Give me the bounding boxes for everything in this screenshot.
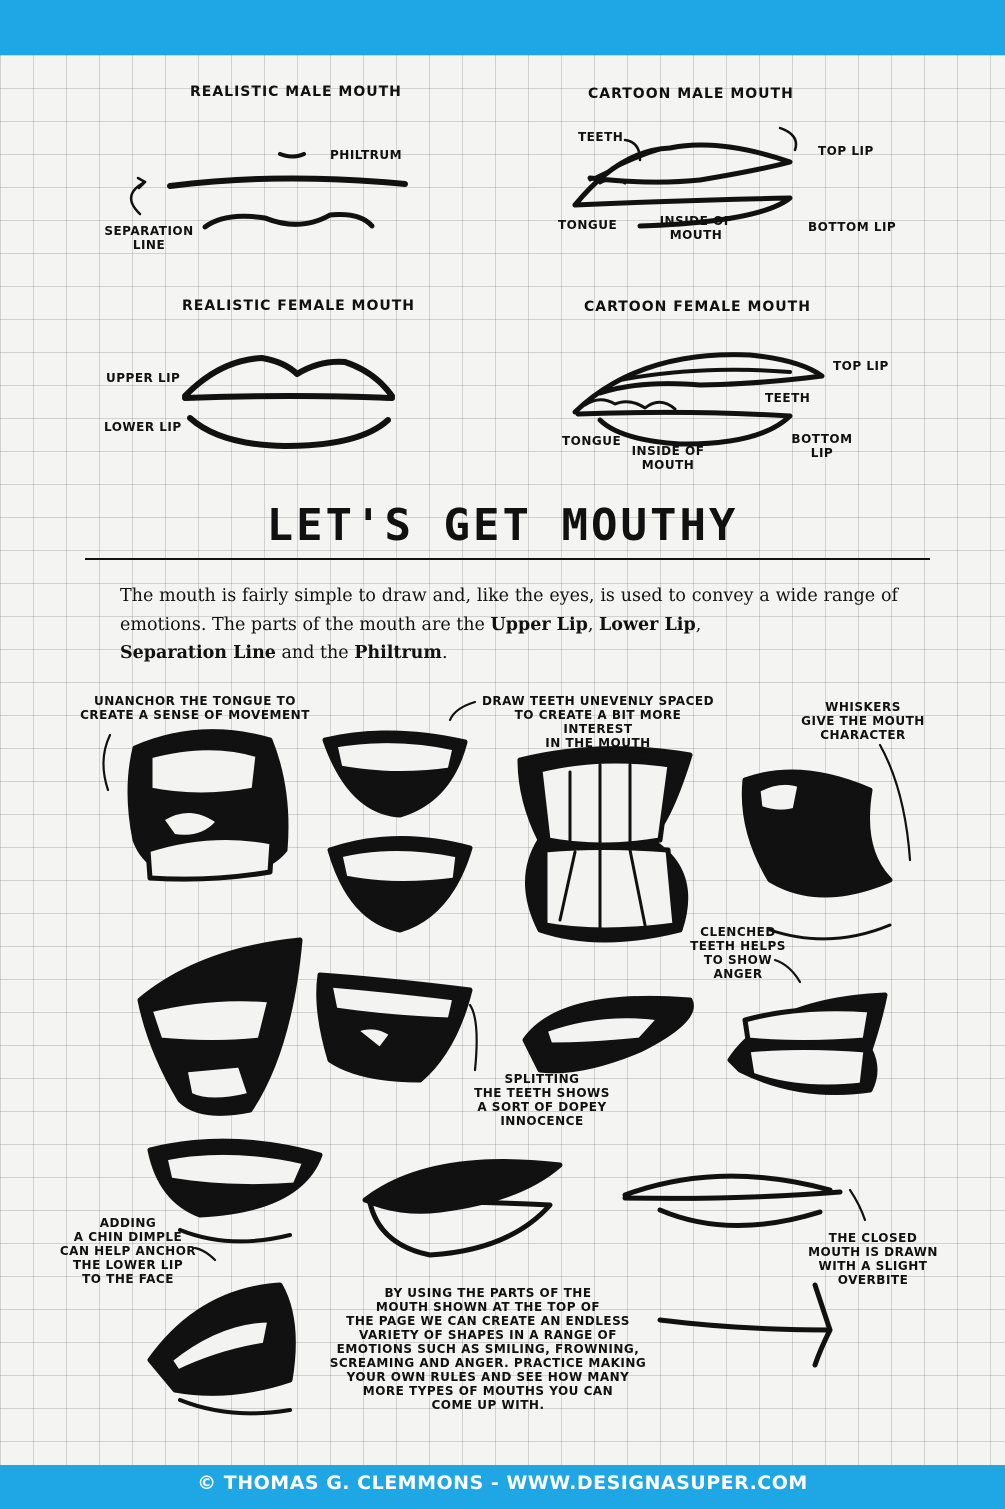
label-inside-mouth-cartoon-male: INSIDE OF MOUTH (659, 214, 733, 242)
title-divider (85, 558, 930, 560)
closed-mouth-drawing (625, 1176, 840, 1225)
frown-line-drawing (660, 1285, 830, 1365)
term-upper-lip: Upper Lip (490, 614, 588, 635)
label-upper-lip: UPPER LIP (106, 371, 181, 385)
label-top-lip-cartoon-male: TOP LIP (818, 144, 874, 158)
page-title: LET'S GET MOUTHY (266, 500, 739, 551)
whisker-mouth-drawing (744, 772, 890, 939)
term-separation-line: Separation Line (120, 643, 276, 663)
realistic-female-mouth-drawing (185, 358, 392, 446)
tip-closed-mouth: THE CLOSED MOUTH IS DRAWN WITH A SLIGHT OVERBITE (808, 1231, 938, 1287)
label-inside-mouth-cartoon-female: INSIDE OF MOUTH (631, 444, 705, 472)
heading-cartoon-female-mouth: CARTOON FEMALE MOUTH (584, 299, 811, 315)
smirk-mouth-drawing (140, 940, 300, 1113)
heading-realistic-male-mouth: REALISTIC MALE MOUTH (190, 84, 402, 100)
pout-mouth-drawing (365, 1162, 560, 1255)
intro-paragraph (120, 582, 898, 668)
clenched-mouth-drawing (730, 995, 885, 1093)
grinning-teeth-drawing (520, 749, 690, 940)
label-separation-line: SEPARATION LINE (104, 224, 194, 252)
label-tongue-cartoon-male: TONGUE (558, 218, 618, 232)
label-teeth-cartoon-male: TEETH (578, 130, 624, 144)
dopey-mouth-drawing (319, 975, 470, 1080)
tip-splitting-teeth: SPLITTING THE TEETH SHOWS A SORT OF DOPEY INNOCENCE (474, 1072, 610, 1128)
separator: , (695, 614, 702, 635)
open-shout-mouth-drawing (150, 1285, 293, 1413)
label-bottom-lip-cartoon-female: BOTTOM LIP (791, 432, 853, 460)
label-lower-lip: LOWER LIP (104, 420, 182, 434)
realistic-male-mouth-drawing (131, 154, 405, 227)
label-bottom-lip-cartoon-male: BOTTOM LIP (808, 220, 897, 234)
tip-uneven-teeth: DRAW TEETH UNEVENLY SPACED TO CREATE A BIT MORE INTEREST IN THE MOUTH (481, 694, 715, 750)
separator: , (587, 614, 599, 635)
screaming-mouth-drawing (130, 732, 286, 879)
laughing-mouth-drawing (325, 733, 470, 930)
term-lower-lip: Lower Lip (599, 614, 696, 635)
label-top-lip-cartoon-female: TOP LIP (833, 359, 889, 373)
separator: and the (275, 643, 355, 663)
label-teeth-cartoon-female: TEETH (765, 391, 811, 405)
period: . (441, 643, 448, 663)
label-philtrum: PHILTRUM (330, 148, 403, 162)
footer-credit: © THOMAS G. CLEMMONS - WWW.DESIGNASUPER.COM (197, 1472, 808, 1494)
splitting-teeth-mouth-drawing (525, 998, 691, 1071)
tip-chin-dimple: ADDING A CHIN DIMPLE CAN HELP ANCHOR THE LOWER LIP TO THE FACE (59, 1216, 197, 1286)
tip-unanchor-tongue: UNANCHOR THE TONGUE TO CREATE A SENSE OF MOVEMENT (80, 694, 310, 722)
tip-summary: BY USING THE PARTS OF THE MOUTH SHOWN AT THE TOP OF THE PAGE WE CAN CREATE AN ENDLESS VARIETY OF SHAPES IN A RANGE OF EMOTIONS SUCH AS SMILING, FROWNING, SCREAMING AND ANGER. PRACTICE MAKING YOUR OWN RULES AND SEE HOW MANY MORE TYPES OF MOUTHS YOU CAN COME UP WITH. (329, 1286, 647, 1412)
term-philtrum: Philtrum (354, 643, 442, 663)
label-tongue-cartoon-female: TONGUE (562, 434, 622, 448)
tip-clenched-teeth: CLENCHED TEETH HELPS TO SHOW ANGER (690, 925, 786, 981)
heading-realistic-female-mouth: REALISTIC FEMALE MOUTH (182, 298, 416, 314)
heading-cartoon-male-mouth: CARTOON MALE MOUTH (588, 86, 794, 102)
tip-whiskers: WHISKERS GIVE THE MOUTH CHARACTER (801, 700, 925, 742)
intro-text: The mouth is fairly simple to draw and, like the eyes, is used to convey a wide range of emotions. The parts of the mouth are the (120, 586, 898, 635)
